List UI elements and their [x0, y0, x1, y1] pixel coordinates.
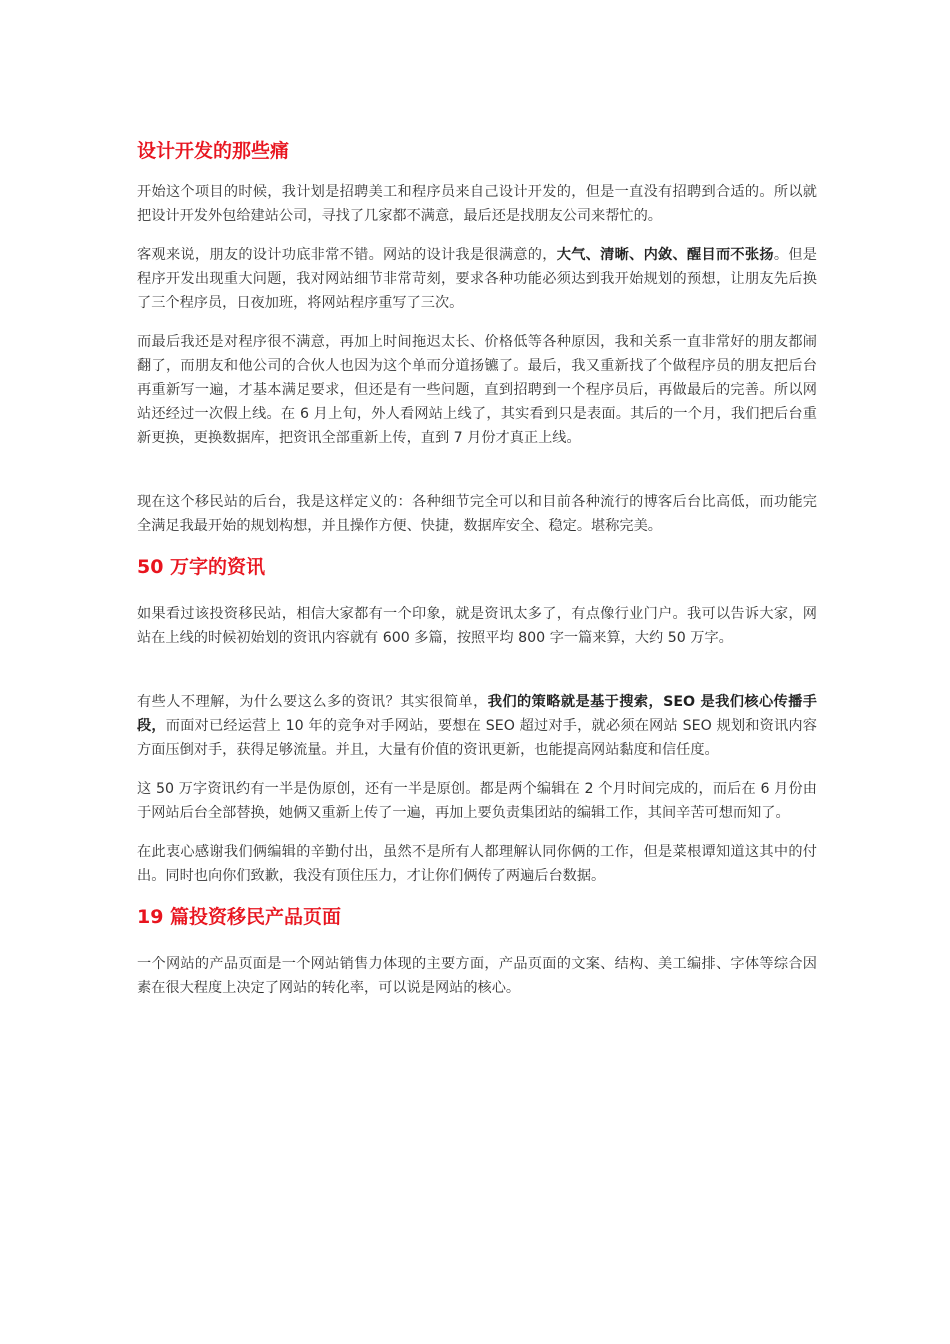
spacer	[137, 762, 817, 777]
section-heading-products: 19 篇投资移民产品页面	[137, 906, 342, 928]
paragraph	[137, 602, 817, 650]
paragraph-emphasis: 我们的策略就是基于搜索，SEO 是我们核心传播手段，	[137, 694, 817, 734]
paragraph-emphasis: 大气、清晰、内敛、醒目而不张扬	[556, 247, 774, 263]
spacer	[137, 168, 817, 180]
spacer	[137, 538, 817, 550]
paragraph-text: 而面对已经运营上 10 年的竞争对手网站，要想在 SEO 超过对手，就必须在网站 SEO 规划和资讯内容方面压倒对手，获得足够流量。并且，大量有价值的资讯更新，也能提高网站黏度和信任度。	[137, 718, 817, 758]
paragraph-text: 有些人不理解，为什么要这么多的资讯？其实很简单，	[137, 694, 488, 710]
spacer	[137, 228, 817, 243]
spacer	[137, 888, 817, 900]
paragraph-text: 现在这个移民站的后台，我是这样定义的：各种细节完全可以和目前各种流行的博客后台比高低，而功能完全满足我最开始的规划构想，并且操作方便、快捷，数据库安全、稳定。堪称完美。	[137, 494, 817, 534]
spacer	[137, 584, 817, 602]
section-heading-articles: 50 万字的资讯	[137, 556, 266, 578]
paragraph	[137, 243, 817, 315]
spacer	[137, 450, 817, 490]
document-page	[137, 134, 817, 1000]
paragraph-text: 在此衷心感谢我们俩编辑的辛勤付出，虽然不是所有人都理解认同你俩的工作，但是菜根谭知道这其中的付出。同时也向你们致歉，我没有顶住压力，才让你们俩传了两遍后台数据。	[137, 844, 817, 884]
spacer	[137, 650, 817, 690]
paragraph-text: 客观来说，朋友的设计功底非常不错。网站的设计我是很满意的，	[137, 247, 557, 263]
spacer	[137, 315, 817, 330]
paragraph-text: 而最后我还是对程序很不满意，再加上时间拖迟太长、价格低等各种原因，我和关系一直非常好的朋友都闹翻了，而朋友和他公司的合伙人也因为这个单而分道扬镳了。最后，我又重新找了个做程序员的朋友把后台再重新写一遍，才基本满足要求，但还是有一些问题，直到招聘到一个程序员后，再做最后的完善。所以网站还经过一次假上线。在 6 月上旬，外人看网站上线了，其实看到只是表面。其后的一个月，我们把后台重新更换，更换数据库，把资讯全部重新上传，直到 7 月份才真正上线。	[137, 334, 817, 446]
paragraph	[137, 330, 817, 450]
spacer	[137, 934, 817, 952]
paragraph	[137, 952, 817, 1000]
paragraph	[137, 490, 817, 538]
paragraph-text: 一个网站的产品页面是一个网站销售力体现的主要方面，产品页面的文案、结构、美工编排、字体等综合因素在很大程度上决定了网站的转化率，可以说是网站的核心。	[137, 956, 817, 996]
paragraph	[137, 690, 817, 762]
section-heading-design: 设计开发的那些痛	[137, 140, 290, 162]
paragraph	[137, 777, 817, 825]
paragraph-text: 如果看过该投资移民站，相信大家都有一个印象，就是资讯太多了，有点像行业门户。我可以告诉大家，网站在上线的时候初始划的资讯内容就有 600 多篇，按照平均 800 字一篇来算，大约 50 万字。	[137, 606, 817, 646]
paragraph-text: 这 50 万字资讯约有一半是伪原创，还有一半是原创。都是两个编辑在 2 个月时间完成的，而后在 6 月份由于网站后台全部替换，她俩又重新上传了一遍，再加上要负责集团站的编辑工作，其间辛苦可想而知了。	[137, 781, 817, 821]
paragraph	[137, 840, 817, 888]
paragraph-text: 。但是程序开发出现重大问题，我对网站细节非常苛刻，要求各种功能必须达到我开始规划的预想，让朋友先后换了三个程序员，日夜加班，将网站程序重写了三次。	[137, 247, 817, 311]
spacer	[137, 825, 817, 840]
paragraph	[137, 180, 817, 228]
paragraph-text: 开始这个项目的时候，我计划是招聘美工和程序员来自己设计开发的，但是一直没有招聘到合适的。所以就把设计开发外包给建站公司，寻找了几家都不满意，最后还是找朋友公司来帮忙的。	[137, 184, 817, 224]
